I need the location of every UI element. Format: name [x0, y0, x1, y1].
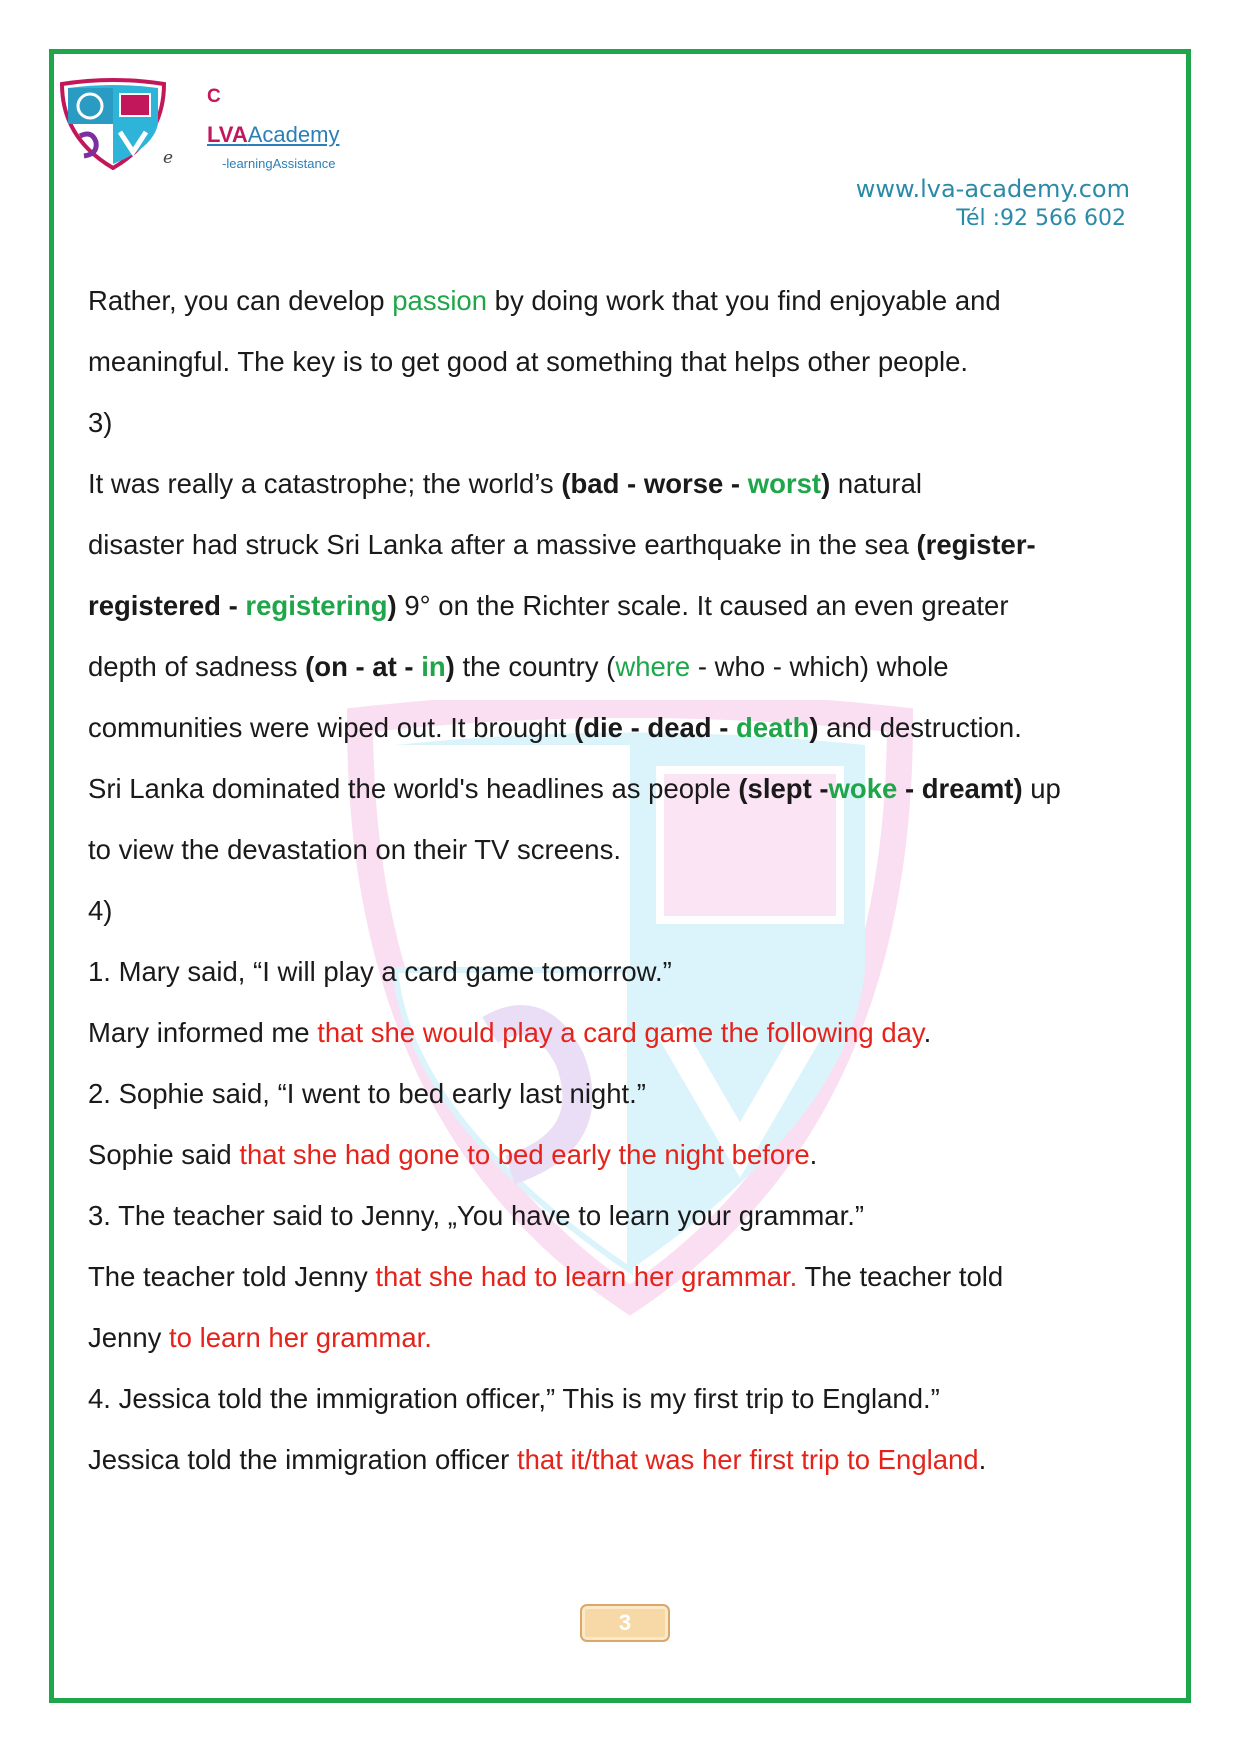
document-body — [88, 270, 1168, 1490]
answer-line — [88, 1429, 1168, 1490]
section-number: 3) — [88, 407, 113, 438]
text: The teacher told Jenny — [88, 1261, 376, 1292]
paragraph-line — [88, 636, 1168, 697]
option-bold: (register- — [916, 529, 1036, 560]
answer-red: that it/that was her first trip to England — [516, 1444, 979, 1475]
answer-green: death — [736, 712, 810, 743]
website-link[interactable]: www.lva-academy.com — [855, 175, 1130, 203]
option-bold: ) — [387, 590, 397, 621]
answer-line — [88, 1246, 1168, 1307]
paragraph-line — [88, 697, 1168, 758]
text: Jenny — [88, 1322, 170, 1353]
text: and destruction. — [818, 712, 1022, 743]
text: natural — [830, 468, 922, 499]
text: . — [978, 1444, 987, 1475]
paragraph-line — [88, 270, 1168, 331]
text: Mary informed me — [88, 1017, 318, 1048]
option-bold: (slept - — [738, 773, 829, 804]
contact-info — [856, 174, 1130, 234]
option-bold: ) — [821, 468, 831, 499]
option-bold: - dreamt) — [897, 773, 1023, 804]
text: the country ( — [454, 651, 616, 682]
answer-green: registering — [245, 590, 388, 621]
answer-green: where — [615, 651, 691, 682]
paragraph-line: to view the devastation on their TV screens. — [88, 834, 621, 865]
option-bold: ) — [809, 712, 819, 743]
logo-letter-e: e — [163, 148, 174, 168]
answer-line — [88, 1307, 1168, 1368]
option-bold: (bad - worse - — [561, 468, 748, 499]
brand-academy: Academy — [247, 122, 340, 147]
answer-green: woke — [828, 773, 898, 804]
question-line: 4. Jessica told the immigration officer,” This is my first trip to England.” — [88, 1383, 940, 1414]
brand-lva: LVA — [207, 122, 248, 147]
question-line: 1. Mary said, “I will play a card game tomorrow.” — [88, 956, 672, 987]
question-line: 3. The teacher said to Jenny, „You have to learn your grammar.” — [88, 1200, 865, 1231]
section-number: 4) — [88, 895, 113, 926]
answer-red: that she would play a card game the following day — [317, 1017, 924, 1048]
text: up — [1022, 773, 1061, 804]
text: The teacher told — [797, 1261, 1004, 1292]
paragraph-line — [88, 758, 1168, 819]
question-line: 2. Sophie said, “I went to bed early last night.” — [88, 1078, 646, 1109]
page-number: 3 — [580, 1604, 670, 1642]
brand-letter-c: C — [207, 86, 221, 107]
paragraph-line — [88, 514, 1168, 575]
paragraph-line: meaningful. The key is to get good at something that helps other people. — [88, 346, 969, 377]
answer-line — [88, 1002, 1168, 1063]
text: Sri Lanka dominated the world's headlines as people — [88, 773, 739, 804]
text: It was really a catastrophe; the world’s — [88, 468, 562, 499]
paragraph-line — [88, 575, 1168, 636]
brand-tagline: -learningAssistance — [222, 156, 336, 171]
brand-name — [207, 122, 339, 148]
text: by doing work that you find enjoyable and — [487, 285, 1001, 316]
answer-line — [88, 1124, 1168, 1185]
answer-red: to learn her grammar. — [169, 1322, 432, 1353]
option-bold: (die - dead - — [574, 712, 737, 743]
text: 9° on the Richter scale. It caused an even greater — [396, 590, 1009, 621]
answer-red: that she had gone to bed early the night before — [239, 1139, 810, 1170]
text: communities were wiped out. It brought — [88, 712, 575, 743]
text: Rather, you can develop — [88, 285, 393, 316]
option-bold: (on - at - — [305, 651, 422, 682]
text: Jessica told the immigration officer — [88, 1444, 517, 1475]
text: . — [809, 1139, 818, 1170]
answer-green: passion — [392, 285, 488, 316]
text: Sophie said — [88, 1139, 240, 1170]
option-bold: ) — [445, 651, 455, 682]
text: depth of sadness — [88, 651, 306, 682]
text: . — [923, 1017, 932, 1048]
text: disaster had struck Sri Lanka after a massive earthquake in the sea — [88, 529, 917, 560]
text: - who - which) whole — [690, 651, 949, 682]
phone-number: Tél :92 566 602 — [956, 206, 1126, 231]
answer-green: worst — [747, 468, 822, 499]
option-bold: registered - — [88, 590, 246, 621]
paragraph-line — [88, 453, 1168, 514]
answer-green: in — [421, 651, 446, 682]
lva-academy-logo — [58, 78, 168, 170]
answer-red: that she had to learn her grammar. — [375, 1261, 798, 1292]
